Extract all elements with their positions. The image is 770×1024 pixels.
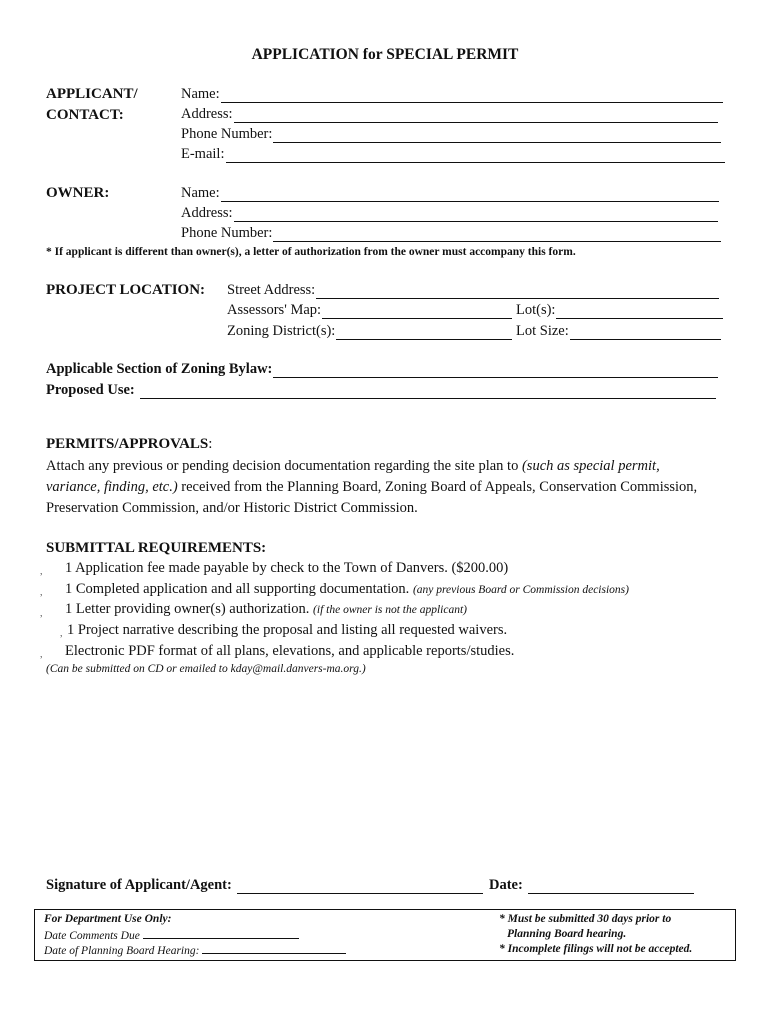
permits-heading: PERMITS/APPROVALS [46,436,209,452]
contact-heading: CONTACT: [46,107,124,123]
comments-due-field[interactable] [44,928,299,942]
owner-address-line[interactable] [234,207,718,222]
proposed-use-field[interactable] [46,382,716,399]
proposed-use-line[interactable] [140,384,716,399]
submittal-item-pdf: Electronic PDF format of all plans, elevations, and applicable reports/studies. [65,643,515,659]
applicant-email-line[interactable] [226,148,726,163]
submittal-note: (Can be submitted on CD or emailed to kday@mail.danvers-ma.org.) [46,663,366,675]
checkbox-icon[interactable]: , [40,649,43,660]
owner-name-field[interactable] [181,185,719,202]
applicant-phone-label: Phone Number: [181,126,273,142]
applicant-phone-line[interactable] [273,128,721,143]
hearing-date-field[interactable] [44,943,346,957]
lot-size-field[interactable] [516,323,721,340]
checkbox-icon[interactable]: , [60,628,63,639]
submittal-heading: SUBMITTAL REQUIREMENTS: [46,540,267,556]
checkbox-icon[interactable]: , [40,608,43,619]
assessors-map-field[interactable] [227,302,512,319]
owner-name-line[interactable] [221,187,719,202]
zoning-bylaw-field[interactable] [46,361,718,378]
lots-field[interactable] [516,302,723,319]
submittal-item-letter-text: 1 Letter providing owner(s) authorization. [65,601,314,617]
proposed-use-label: Proposed Use: [46,382,135,398]
lot-size-line[interactable] [570,325,721,340]
owner-phone-line[interactable] [273,227,721,242]
owner-phone-label: Phone Number: [181,225,273,241]
hearing-date-label: Date of Planning Board Hearing: [44,945,200,957]
applicant-name-field[interactable] [181,86,723,103]
submittal-item-narrative: 1 Project narrative describing the proposal and listing all requested waivers. [67,622,508,638]
owner-authorization-note: * If applicant is different than owner(s), a letter of authorization from the owner must accompany this form. [46,246,576,258]
lot-size-label: Lot Size: [516,323,569,339]
applicant-heading: APPLICANT/ [46,86,138,102]
comments-due-label: Date Comments Due [44,930,140,942]
hearing-note: Planning Board hearing. [507,928,627,940]
submittal-item-application-note: (any previous Board or Commission decisions) [412,584,629,596]
submittal-item-application-text: 1 Completed application and all supporting documentation. [65,581,413,597]
zoning-district-label: Zoning District(s): [227,323,336,339]
date-field[interactable] [489,877,694,894]
form-title: APPLICATION for SPECIAL PERMIT [251,46,519,63]
lots-line[interactable] [556,304,723,319]
street-address-field[interactable] [227,282,719,299]
permits-text-1: Attach any previous or pending decision documentation regarding the site plan to [46,458,522,474]
permits-heading-row [46,436,212,453]
owner-phone-field[interactable] [181,225,721,242]
permits-text-italic: (such as special permit, variance, finding, etc.) [46,458,660,495]
submittal-item-letter [65,601,467,618]
submittal-item-letter-note: (if the owner is not the applicant) [313,604,467,616]
incomplete-note: * Incomplete filings will not be accepted. [499,943,693,955]
project-location-heading: PROJECT LOCATION: [46,282,206,298]
assessors-map-line[interactable] [322,304,512,319]
applicant-email-label: E-mail: [181,146,225,162]
deadline-note: * Must be submitted 30 days prior to [499,913,672,925]
assessors-map-label: Assessors' Map: [227,302,322,318]
submittal-item-application [65,581,629,598]
checkbox-icon[interactable]: , [40,587,43,598]
applicant-address-line[interactable] [234,108,718,123]
owner-name-label: Name: [181,185,220,201]
applicant-address-field[interactable] [181,106,718,123]
checkbox-icon[interactable]: , [40,566,43,577]
owner-address-label: Address: [181,205,233,221]
date-line[interactable] [528,879,694,894]
date-label: Date: [489,877,523,893]
zoning-bylaw-line[interactable] [273,363,718,378]
signature-label: Signature of Applicant/Agent: [46,877,232,893]
street-address-label: Street Address: [227,282,316,298]
owner-address-field[interactable] [181,205,718,222]
owner-heading: OWNER: [46,185,110,201]
applicant-email-field[interactable] [181,146,725,163]
comments-due-line[interactable] [143,928,299,939]
zoning-district-field[interactable] [227,323,512,340]
signature-line[interactable] [237,879,483,894]
permits-heading-colon: : [208,436,213,452]
department-heading: For Department Use Only: [44,913,172,925]
permits-paragraph [46,456,706,519]
zoning-district-line[interactable] [336,325,512,340]
signature-field[interactable] [46,877,483,894]
applicant-address-label: Address: [181,106,233,122]
applicant-name-line[interactable] [221,88,723,103]
submittal-item-fee: 1 Application fee made payable by check to the Town of Danvers. ($200.00) [65,560,509,576]
department-use-box [34,909,736,961]
hearing-date-line[interactable] [202,943,346,954]
applicant-name-label: Name: [181,86,220,102]
zoning-bylaw-label: Applicable Section of Zoning Bylaw: [46,361,273,377]
lots-label: Lot(s): [516,302,556,318]
permits-text-2: received from the Planning Board, Zoning Board of Appeals, Conservation Commission, Preservation Commission, and/or Historic District Commission. [46,479,698,516]
applicant-phone-field[interactable] [181,126,721,143]
street-address-line[interactable] [316,284,719,299]
